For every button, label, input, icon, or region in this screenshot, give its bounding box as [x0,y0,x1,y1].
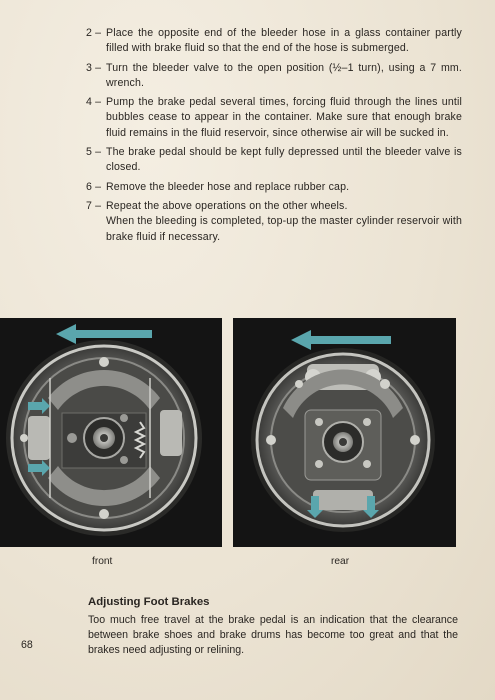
step-text: The brake pedal should be kept fully depressed until the bleeder valve is closed. [106,146,462,174]
step-number: 5 – [86,146,102,159]
step-item [86,145,462,176]
rear-caption: rear [331,556,350,567]
front-caption: front [92,556,113,567]
step-text: Pump the brake pedal several times, forcing fluid through the lines until bubbles cease to appear in the container. Make sure that enough brake fluid remains in the fluid reservoir, since otherwise air will be sucked in. [106,96,462,139]
step-number: 4 – [86,96,102,109]
step-number: 7 – [86,199,102,212]
front-brake-photo [0,318,222,547]
step-text: Place the opposite end of the bleeder hose in a glass container partly filled with brake fluid so that the end of the hose is submerged. [106,27,462,55]
front-brake-illustration [0,318,222,547]
step-number: 2 – [86,27,102,39]
step-item [86,180,462,195]
step-text: Remove the bleeder hose and replace rubber cap. [106,180,350,193]
page-number: 68 [21,639,33,651]
section-body: Too much free travel at the brake pedal is an indication that the clearance between brake shoes and brake drums has become too great and that the brakes need adjusting or relining. [88,614,458,656]
rear-brake-photo [233,318,456,547]
step-note: When the bleeding is completed, top-up the master cylinder reservoir with brake fluid if necessary. [106,215,463,243]
step-item [86,199,462,245]
bleeding-steps [86,26,462,249]
step-number: 6 – [86,180,102,193]
step-text: Turn the bleeder valve to the open position (½–1 turn), using a 7 mm. wrench. [106,61,462,89]
rear-brake-illustration [233,318,456,547]
step-item [86,26,462,57]
step-item [86,61,462,92]
step-number: 3 – [86,61,102,74]
step-item [86,95,462,141]
step-text: Repeat the above operations on the other wheels. [106,199,348,212]
section-title: Adjusting Foot Brakes [88,596,210,608]
